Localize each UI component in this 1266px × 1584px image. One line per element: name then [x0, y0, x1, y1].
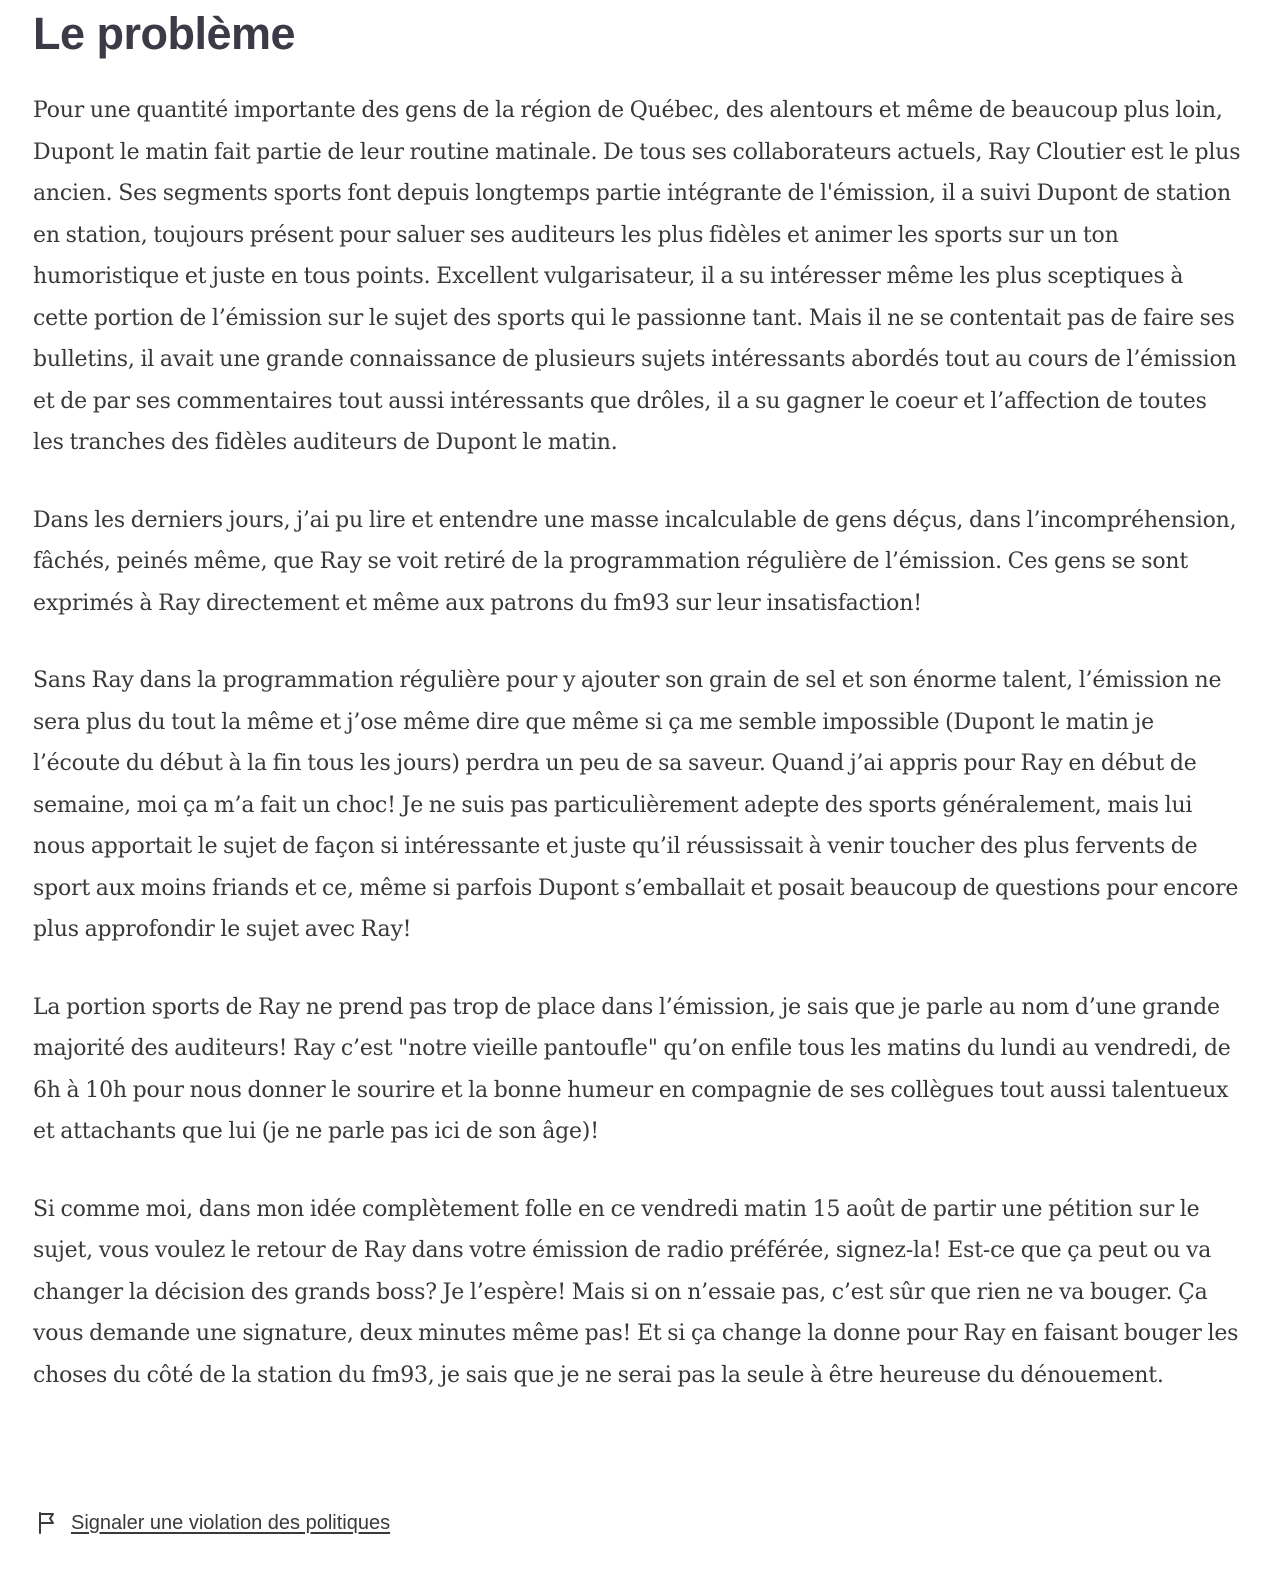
section-title: Le problème	[33, 8, 296, 59]
flag-icon	[37, 1511, 59, 1535]
report-violation-link[interactable]: Signaler une violation des politiques	[71, 1511, 391, 1534]
description-body	[33, 90, 1243, 1396]
paragraph: La portion sports de Ray ne prend pas trop de place dans l’émission, je sais que je parle au nom d’une grande majorité des auditeurs! Ray c’est "notre vieille pantoufle" qu’on enfile tous les matins du lundi au vendredi, de 6h à 10h pour nous donner le sourire et la bonne humeur en compagnie de ses collègues tout aussi talentueux et attachants que lui (je ne parle pas ici de son âge)!	[33, 994, 1231, 1144]
paragraph: Pour une quantité importante des gens de la région de Québec, des alentours et même de beaucoup plus loin, Dupont le matin fait partie de leur routine matinale. De tous ses collaborateurs actuels, Ray Cloutier est le plus ancien. Ses segments sports font depuis longtemps partie intégrante de l'émission, il a suivi Dupont de station en station, toujours présent pour saluer ses auditeurs les plus fidèles et animer les sports sur un ton humoristique et juste en tous points. Excellent vulgarisateur, il a su intéresser même les plus sceptiques à cette portion de l’émission sur le sujet des sports qui le passionne tant. Mais il ne se contentait pas de faire ses bulletins, il avait une grande connaissance de plusieurs sujets intéressants abordés tout au cours de l’émission et de par ses commentaires tout aussi intéressants que drôles, il a su gagner le coeur et l’affection de toutes les tranches des fidèles auditeurs de Dupont le matin.	[33, 98, 1241, 455]
report-violation[interactable]	[37, 1511, 390, 1535]
paragraph: Dans les derniers jours, j’ai pu lire et entendre une masse incalculable de gens déçus, dans l’incompréhension, fâchés, peinés même, que Ray se voit retiré de la programmation régulière de l’émission. Ces gens se sont exprimés à Ray directement et même aux patrons du fm93 sur leur insatisfaction!	[33, 507, 1237, 616]
petition-description	[33, 0, 1243, 1432]
paragraph: Sans Ray dans la programmation régulière pour y ajouter son grain de sel et son énorme talent, l’émission ne sera plus du tout la même et j’ose même dire que même si ça me semble impossible (Dupont le matin je l’écoute du début à la fin tous les jours) perdra un peu de sa saveur. Quand j’ai appris pour Ray en début de semaine, moi ça m’a fait un choc! Je ne suis pas particulièrement adepte des sports généralement, mais lui nous apportait le sujet de façon si intéressante et juste qu’il réussissait à venir toucher des plus fervents de sport aux moins friands et ce, même si parfois Dupont s’emballait et posait beaucoup de questions pour encore plus approfondir le sujet avec Ray!	[33, 668, 1239, 942]
paragraph: Si comme moi, dans mon idée complètement folle en ce vendredi matin 15 août de partir une pétition sur le sujet, vous voulez le retour de Ray dans votre émission de radio préférée, signez-la! Est-ce que ça peut ou va changer la décision des grands boss? Je l’espère! Mais si on n’essaie pas, c’est sûr que rien ne va bouger. Ça vous demande une signature, deux minutes même pas! Et si ça change la donne pour Ray en faisant bouger les choses du côté de la station du fm93, je sais que je ne serai pas la seule à être heureuse du dénouement.	[33, 1196, 1239, 1388]
